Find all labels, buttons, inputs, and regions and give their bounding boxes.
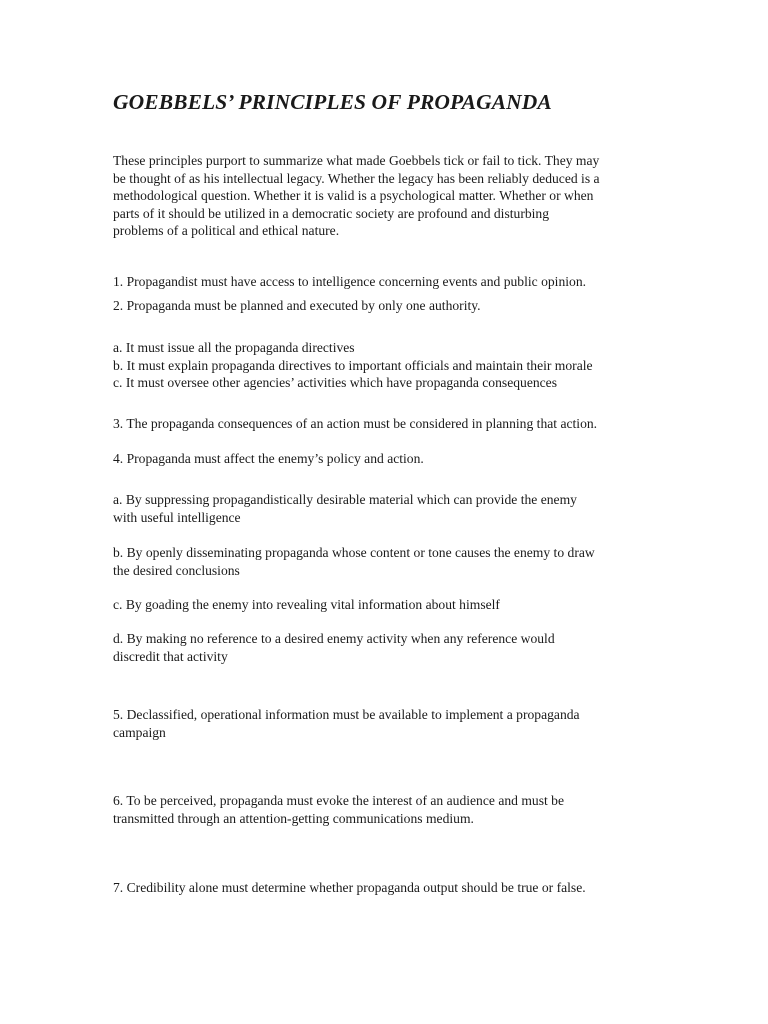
- principle-4-item-d: [113, 630, 658, 665]
- intro-line: parts of it should be utilized in a democratic society are profound and disturbing: [113, 205, 550, 221]
- intro-line: be thought of as his intellectual legacy. Whether the legacy has been reliably deduced is a: [113, 170, 600, 186]
- principle-1-text: 1. Propagandist must have access to intelligence concerning events and public opinion.: [113, 274, 587, 289]
- principle-4-item-c: [113, 596, 658, 614]
- principle-1: [113, 273, 658, 291]
- principle-4-text: 4. Propaganda must affect the enemy’s policy and action.: [113, 451, 424, 466]
- principle-3: [113, 415, 658, 433]
- principle-2-subitems: [113, 339, 658, 392]
- principle-2-text: 2. Propaganda must be planned and executed by only one authority.: [113, 298, 481, 313]
- intro-line: These principles purport to summarize what made Goebbels tick or fail to tick. They may: [113, 153, 600, 168]
- intro-line: problems of a political and ethical nature.: [113, 223, 340, 239]
- subitem: b. It must explain propaganda directives to important officials and maintain their morale: [113, 357, 593, 373]
- intro-paragraph: [113, 152, 658, 240]
- principle-6-line: 6. To be perceived, propaganda must evoke the interest of an audience and must be: [113, 793, 565, 808]
- subitem-line: a. By suppressing propagandistically desirable material which can provide the enemy: [113, 492, 577, 507]
- principle-7: [113, 879, 658, 897]
- principle-6-line: transmitted through an attention-getting communications medium.: [113, 810, 474, 826]
- subitem-line: with useful intelligence: [113, 509, 241, 525]
- principle-4-item-a: [113, 491, 658, 526]
- principle-6: [113, 792, 658, 827]
- principle-4: [113, 450, 658, 468]
- subitem-line: c. By goading the enemy into revealing vital information about himself: [113, 597, 500, 612]
- principle-5: [113, 706, 658, 741]
- principle-5-line: 5. Declassified, operational information must be available to implement a propaganda: [113, 707, 580, 722]
- subitem: a. It must issue all the propaganda directives: [113, 340, 355, 355]
- subitem: c. It must oversee other agencies’ activities which have propaganda consequences: [113, 375, 558, 391]
- subitem-line: discredit that activity: [113, 648, 228, 664]
- subitem-line: d. By making no reference to a desired enemy activity when any reference would: [113, 631, 555, 646]
- subitem-line: b. By openly disseminating propaganda whose content or tone causes the enemy to draw: [113, 545, 595, 560]
- principle-3-text: 3. The propaganda consequences of an action must be considered in planning that action.: [113, 416, 598, 431]
- principle-4-item-b: [113, 544, 658, 579]
- principle-5-line: campaign: [113, 724, 166, 740]
- principle-2: [113, 297, 658, 315]
- principle-7-text: 7. Credibility alone must determine whether propaganda output should be true or false.: [113, 880, 586, 895]
- intro-line: methodological question. Whether it is valid is a psychological matter. Whether or when: [113, 188, 594, 204]
- subitem-line: the desired conclusions: [113, 562, 240, 578]
- document-title: GOEBBELS’ PRINCIPLES OF PROPAGANDA: [113, 90, 552, 114]
